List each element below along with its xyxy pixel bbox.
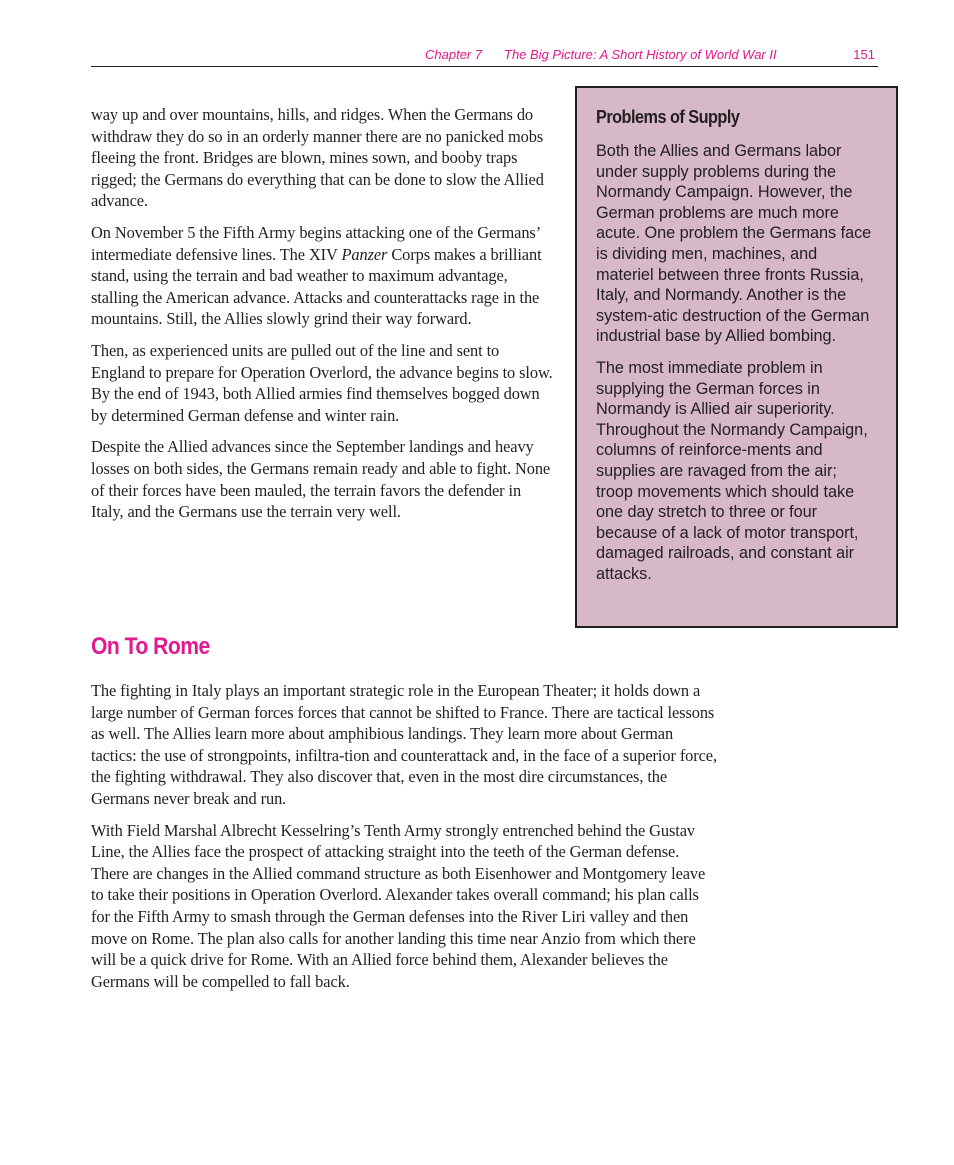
- section-body: [91, 680, 717, 1002]
- running-head: [91, 45, 877, 65]
- body-paragraph-2-rest: Corps makes a brilliant stand, using the terrain and bad weather to maximum advantage, stalling the American advance. Attacks and counterattacks rage in the mountains. Still, the Allies slowly grind their way forward.: [91, 244, 542, 329]
- sidebar-paragraph-2: The most immediate problem in supplying the German forces in Normandy is Allied air superiority. Throughout the Normandy Campaign, columns of reinforce-ments and supplies are ravaged from the air; troop movements which should take one day stretch to three or four because of a lack of motor transport, damaged railroads, and constant air attacks.: [596, 358, 868, 583]
- chapter-label: Chapter 7: [425, 47, 483, 62]
- body-paragraph-3: Then, as experienced units are pulled out of the line and sent to England to prepare for Operation Overlord, the advance begins to slow. By the end of 1943, both Allied armies find themselves bogged down by determined German defense and winter rain.: [91, 340, 553, 425]
- body-paragraph-4: Despite the Allied advances since the September landings and heavy losses on both sides, the Germans remain ready and able to fight. None of their forces have been mauled, the terrain favors the defender in Italy, and the Germans use the terrain very well.: [91, 437, 551, 522]
- body-paragraph-2-start: On November 5 the Fifth Army begins attacking one of the Germans’ intermediate defensive lines. The XIV: [91, 222, 540, 264]
- section-paragraph-1: The fighting in Italy plays an important strategic role in the European Theater; it holds down a large number of German forces forces that cannot be shifted to France. There are tactical lessons as well. The Allies learn more about amphibious landings. They learn more about German tactics: the use of strongpoints, infiltra-tion and counterattack and, in the face of a superior force, the fighting withdrawal. They also discover that, even in the most dire circumstances, the Germans never break and run.: [91, 681, 717, 808]
- header-rule: [91, 66, 878, 67]
- sidebar-title: Problems of Supply: [596, 106, 740, 127]
- page-number: 151: [853, 47, 875, 62]
- section-title: On To Rome: [91, 633, 210, 660]
- body-paragraph-1: way up and over mountains, hills, and ridges. When the Germans do withdraw they do so in an orderly manner there are no panicked mobs fleeing the front. Bridges are blown, mines sown, and booby traps rigged; the Germans do everything that can be done to slow the Allied advance.: [91, 105, 544, 211]
- sidebar-paragraph-1: Both the Allies and Germans labor under supply problems during the Normandy Campaign. However, the German problems are much more acute. One problem the Germans face is dividing men, machines, and materiel between three fronts Russia, Italy, and Normandy. Another is the system-atic destruction of the German industrial base by Allied bombing.: [596, 142, 872, 346]
- panzer-italic: Panzer: [341, 244, 388, 264]
- body-paragraph-2: [91, 222, 557, 330]
- section-paragraph-2: With Field Marshal Albrecht Kesselring’s Tenth Army strongly entrenched behind the Gustav Line, the Allies face the prospect of attacking straight into the teeth of the German defense. There are changes in the Allied command structure as both Eisenhower and Montgomery leave to take their positions in Operation Overlord. Alexander takes overall command; his plan calls for the Fifth Army to smash through the German defenses into the River Liri valley and then move on Rome. The plan also calls for another landing this time near Anzio from which there will be a quick drive for Rome. With an Allied force behind them, Alexander believes the Germans will be compelled to fall back.: [91, 820, 706, 991]
- sidebar-box: [575, 86, 898, 628]
- main-column: [91, 104, 557, 533]
- book-title: The Big Picture: A Short History of World War II: [504, 47, 777, 62]
